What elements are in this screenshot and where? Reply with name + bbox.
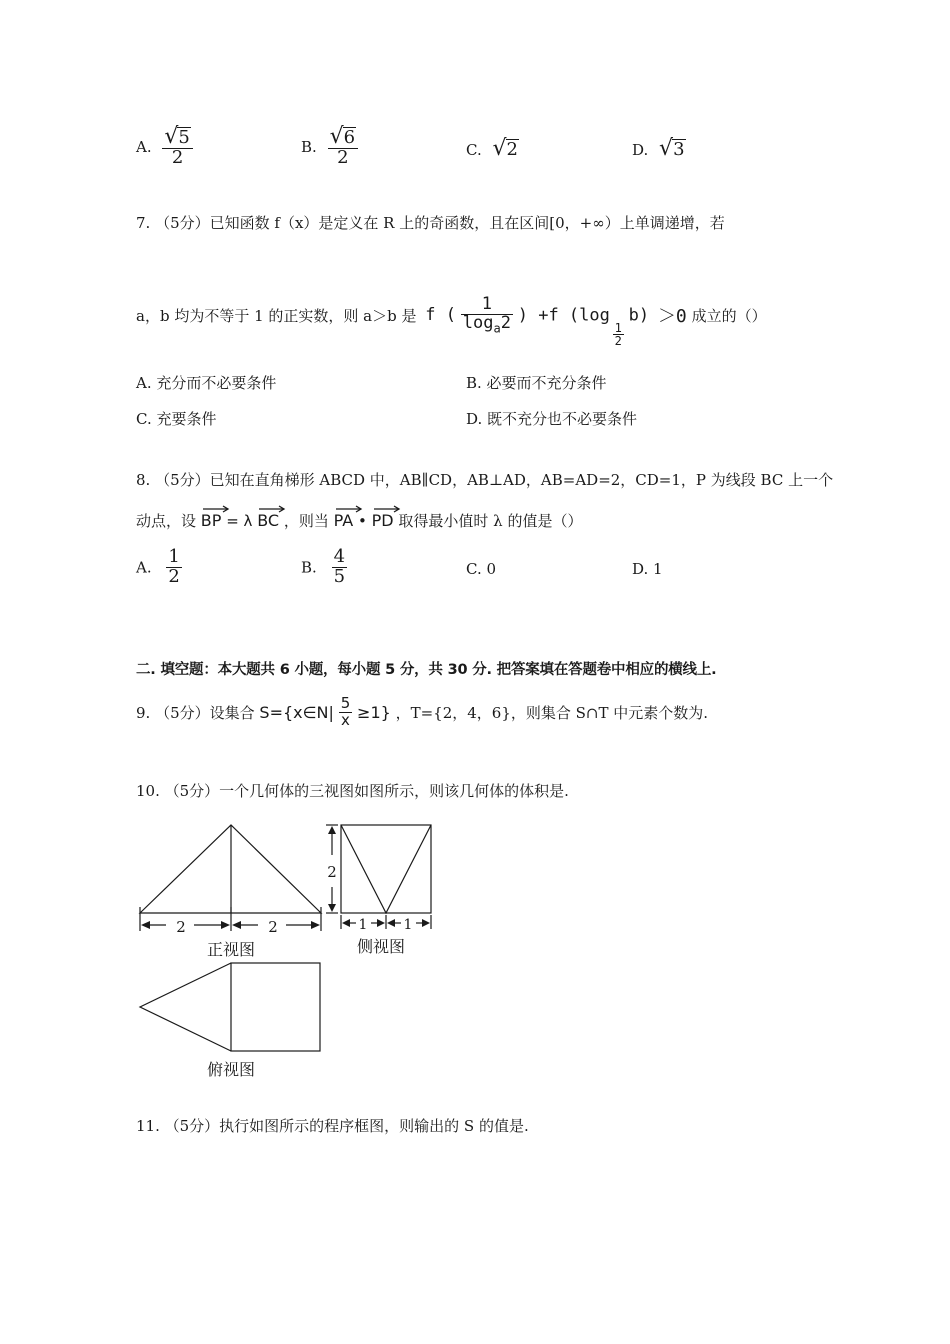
set-close: ≥1}: [357, 702, 391, 722]
formula-gt: ＞0: [657, 306, 687, 328]
sqrt: √ 6: [329, 124, 356, 149]
q9-suffix: ，T={2，4，6}，则集合 S∩T 中元素个数为.: [395, 703, 709, 722]
numerator: 5: [340, 694, 351, 712]
numerator: 1: [614, 320, 622, 335]
vector-label: PD: [371, 511, 394, 530]
q7-option-d: D. 既不充分也不必要条件: [466, 410, 638, 428]
dot-product: •: [358, 512, 367, 530]
log-arg: 2: [500, 312, 511, 333]
dim-front-left: 2: [176, 918, 186, 936]
q8-option-b: [301, 548, 347, 587]
q9-prefix: 9. （5分）设集合: [136, 703, 255, 722]
side-view-label: 侧视图: [356, 937, 406, 956]
option-label: C.: [466, 141, 482, 159]
q9-text: [136, 696, 708, 729]
sqrt: √ 3: [659, 136, 685, 161]
q6-option-a: [136, 126, 193, 168]
q6-option-c: [466, 138, 519, 160]
sqrt: √ 5: [164, 124, 190, 149]
dim-side-left: 1: [358, 917, 368, 933]
log-text: log: [462, 312, 494, 333]
option-label: D.: [632, 141, 649, 159]
q6-option-d: [632, 138, 686, 160]
fraction: [332, 548, 347, 587]
fraction: [162, 126, 192, 168]
vector-bp: [201, 505, 222, 529]
numerator: 1: [168, 546, 180, 567]
side-view: [326, 825, 431, 929]
denominator: 2: [162, 148, 192, 168]
front-view-label: 正视图: [206, 940, 256, 959]
fraction: [166, 548, 181, 587]
top-view: [140, 963, 320, 1051]
q7-option-c: C. 充要条件: [136, 410, 217, 428]
three-view-figure: [130, 815, 450, 1085]
q7-suffix: 成立的（）: [691, 306, 767, 325]
q7-prefix: a，b 均为不等于 1 的正实数，则 a＞b 是: [136, 306, 417, 325]
q8-option-a: [136, 548, 182, 587]
numerator: 1: [481, 294, 492, 314]
dim-front-right: 2: [268, 918, 278, 936]
formula-tail: b): [628, 305, 650, 326]
front-view: [140, 825, 321, 931]
q6-option-b: [301, 126, 358, 168]
vector-label: BP: [200, 511, 222, 530]
formula-mid: ) +f (log: [517, 305, 610, 326]
section-heading: 二. 填空题：本大题共 6 小题，每小题 5 分，共 30 分. 把答案填在答题卷中相应的横线上.: [136, 662, 717, 678]
q7-option-b: B. 必要而不充分条件: [466, 374, 607, 392]
vector-bc: [257, 505, 279, 529]
q8-text-line1: 8. （5分）已知在直角梯形 ABCD 中，AB∥CD，AB⊥AD，AB=AD=2，CD=1，P 为线段 BC 上一个: [136, 471, 834, 489]
q7-option-a: A. 充分而不必要条件: [136, 374, 277, 392]
q8-text-b: ，则当: [283, 512, 329, 530]
fraction-1-over-log: [461, 296, 513, 335]
q8-option-c: C. 0: [466, 560, 497, 578]
q8-option-d: D. 1: [632, 560, 663, 578]
q7-text-line2: [136, 296, 767, 352]
denominator: 2: [168, 565, 180, 587]
fraction: [328, 126, 358, 168]
sqrt: √ 2: [492, 136, 518, 161]
numerator: 4: [333, 546, 346, 567]
q10-text: 10. （5分）一个几何体的三视图如图所示，则该几何体的体积是.: [136, 782, 569, 800]
fraction-5-over-x: [339, 696, 353, 729]
dim-side-height: 2: [327, 863, 337, 881]
radicand: 6: [343, 127, 356, 149]
denominator: [461, 314, 513, 335]
formula-f: f (: [425, 305, 456, 326]
log-base: a: [493, 321, 501, 336]
set-open: S={x∈N|: [259, 702, 334, 722]
q8-text-c: 取得最小值时 λ 的值是（）: [398, 512, 583, 530]
equals-lambda: = λ: [226, 512, 253, 530]
denominator: x: [339, 712, 353, 729]
option-label: A.: [136, 558, 152, 577]
vector-pd: [372, 505, 394, 529]
radicand: 2: [506, 139, 518, 161]
denominator: 5: [333, 565, 346, 587]
q8-text-a: 动点，设: [136, 512, 197, 530]
top-view-label: 俯视图: [206, 1060, 256, 1079]
vector-label: BC: [257, 511, 280, 530]
denominator: 2: [614, 334, 622, 349]
side-view-arrows: [328, 826, 430, 927]
radicand: 5: [178, 127, 190, 149]
dim-side-right: 1: [403, 917, 413, 933]
vector-label: PA: [333, 511, 354, 530]
q11-text: 11. （5分）执行如图所示的程序框图，则输出的 S 的值是.: [136, 1117, 529, 1135]
option-label: B.: [301, 137, 317, 156]
radicand: 3: [673, 139, 685, 161]
option-label: A.: [136, 137, 152, 156]
vector-pa: [334, 505, 354, 529]
q8-text-line2: [136, 505, 582, 531]
q7-text-line1: 7. （5分）已知函数 f（x）是定义在 R 上的奇函数，且在区间[0，+∞）上单调递增，若: [136, 214, 725, 232]
denominator: 2: [328, 148, 358, 168]
option-label: B.: [301, 558, 317, 577]
log-base-half: [613, 322, 624, 348]
